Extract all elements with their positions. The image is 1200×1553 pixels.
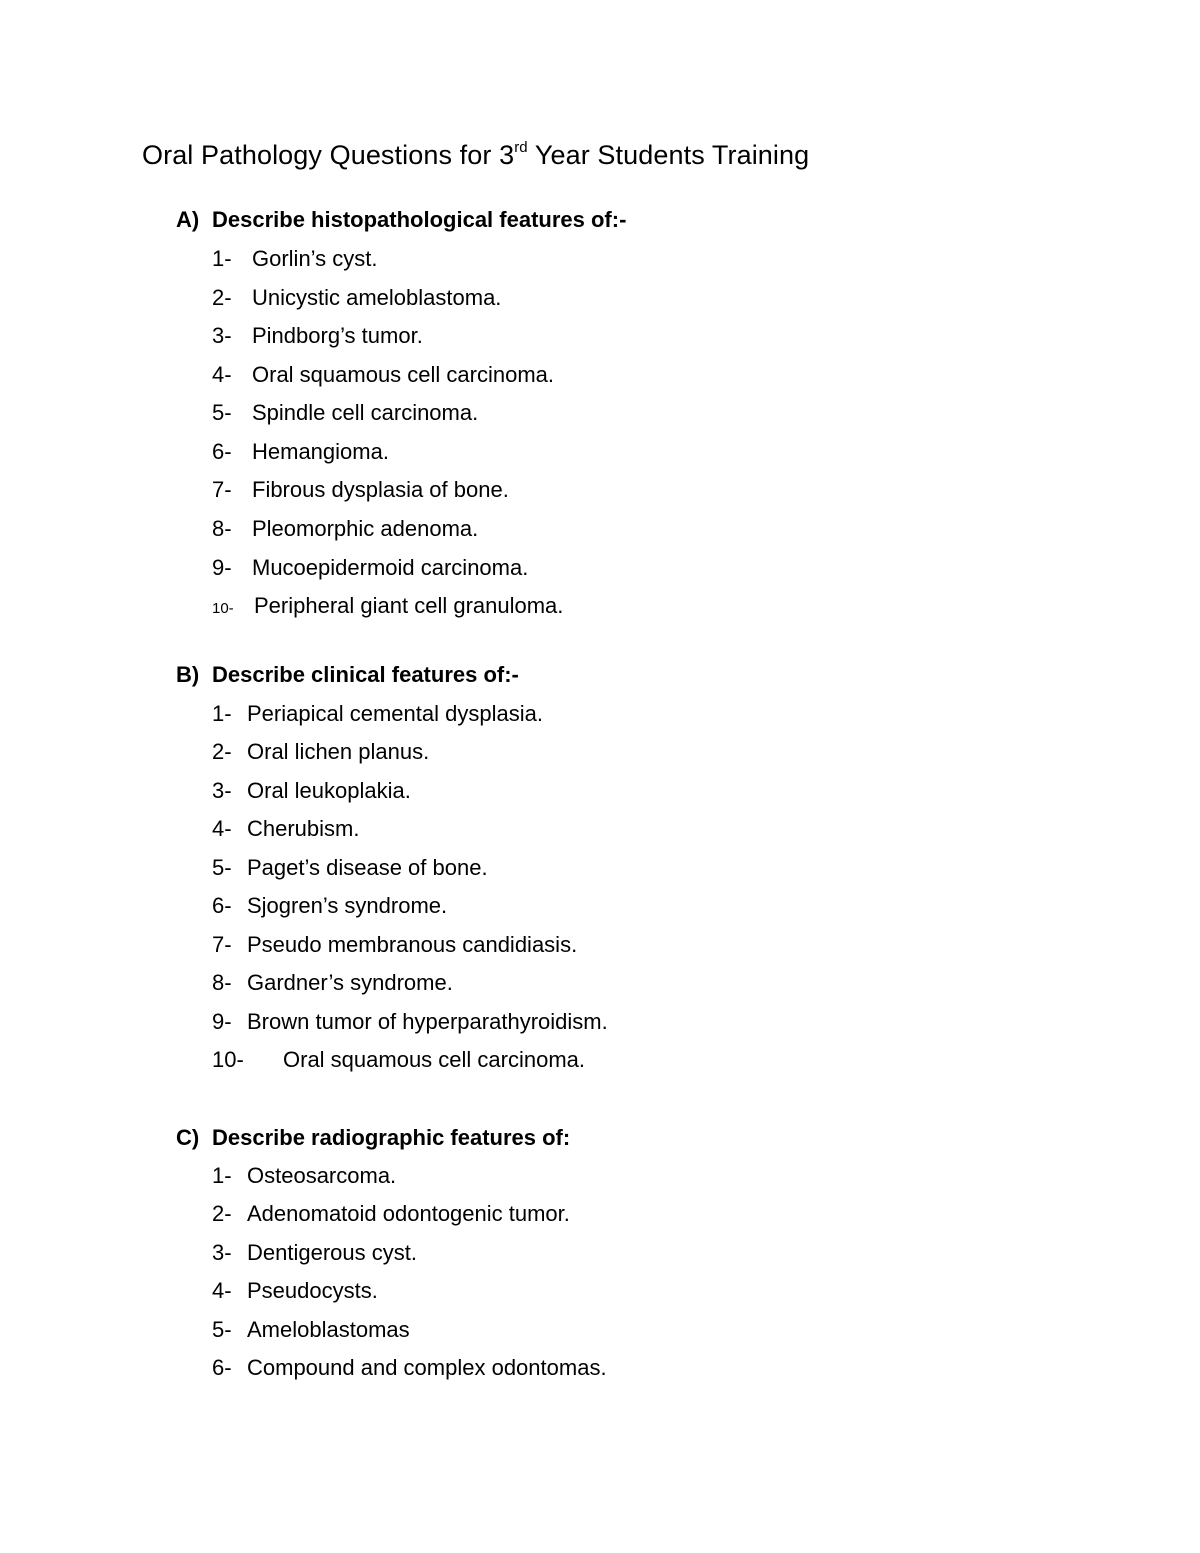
list-item — [212, 323, 423, 349]
item-text: Peripheral giant cell granuloma. — [254, 593, 564, 618]
item-text: Paget’s disease of bone. — [247, 855, 488, 880]
item-number: 9- — [212, 1009, 232, 1034]
list-item — [212, 285, 501, 311]
item-text: Gorlin’s cyst. — [252, 246, 378, 271]
list-item — [212, 1317, 410, 1343]
list-item — [212, 246, 378, 272]
section-letter: C) — [176, 1125, 200, 1150]
page-title — [142, 140, 809, 171]
item-number: 6- — [212, 439, 232, 464]
list-item — [212, 1278, 378, 1304]
item-text: Compound and complex odontomas. — [247, 1355, 607, 1380]
item-number: 6- — [212, 1355, 232, 1380]
list-item — [212, 932, 577, 958]
item-number: 4- — [212, 1278, 232, 1303]
list-item — [212, 1047, 585, 1073]
item-text: Mucoepidermoid carcinoma. — [252, 555, 529, 580]
section-letter: A) — [176, 207, 200, 232]
list-item — [212, 1355, 607, 1381]
item-text: Hemangioma. — [252, 439, 389, 464]
list-item — [212, 1240, 417, 1266]
item-text: Cherubism. — [247, 816, 360, 841]
list-item — [212, 362, 554, 388]
list-item — [212, 1009, 608, 1035]
list-item — [212, 893, 447, 919]
item-number: 1- — [212, 246, 232, 271]
list-item — [212, 516, 478, 542]
list-item — [212, 477, 509, 503]
item-text: Pseudocysts. — [247, 1278, 378, 1303]
item-number: 5- — [212, 400, 232, 425]
item-number: 7- — [212, 477, 232, 502]
section-heading-text: Describe histopathological features of:- — [212, 207, 627, 232]
list-item — [212, 1201, 570, 1227]
title-superscript: rd — [514, 139, 528, 156]
item-text: Fibrous dysplasia of bone. — [252, 477, 509, 502]
item-number: 8- — [212, 970, 232, 995]
list-item — [212, 855, 488, 881]
list-item — [212, 970, 453, 996]
item-text: Periapical cemental dysplasia. — [247, 701, 543, 726]
item-number: 2- — [212, 285, 232, 310]
item-number: 10- — [212, 600, 234, 617]
item-text: Osteosarcoma. — [247, 1163, 397, 1188]
section-heading-text: Describe radiographic features of: — [212, 1125, 571, 1150]
item-number: 3- — [212, 323, 232, 348]
list-item — [212, 778, 411, 804]
item-number: 8- — [212, 516, 232, 541]
item-text: Sjogren’s syndrome. — [247, 893, 448, 918]
item-number: 6- — [212, 893, 232, 918]
item-text: Oral leukoplakia. — [247, 778, 411, 803]
item-text: Ameloblastomas — [247, 1317, 410, 1342]
item-number: 1- — [212, 1163, 232, 1188]
section-a-heading — [176, 207, 626, 233]
list-item — [212, 701, 543, 727]
section-c-heading — [176, 1125, 570, 1151]
list-item — [212, 439, 389, 465]
item-number: 1- — [212, 701, 232, 726]
list-item — [212, 593, 563, 619]
item-number: 5- — [212, 855, 232, 880]
item-text: Oral squamous cell carcinoma. — [252, 362, 555, 387]
item-number: 9- — [212, 555, 232, 580]
list-item — [212, 400, 478, 426]
item-text: Gardner’s syndrome. — [247, 970, 453, 995]
item-number: 4- — [212, 816, 232, 841]
item-number: 2- — [212, 739, 232, 764]
item-number: 10- — [212, 1047, 244, 1072]
list-item — [212, 1163, 396, 1189]
item-number: 3- — [212, 778, 232, 803]
section-letter: B) — [176, 662, 200, 687]
item-number: 4- — [212, 362, 232, 387]
section-b-heading — [176, 662, 519, 688]
list-item — [212, 816, 359, 842]
item-text: Pseudo membranous candidiasis. — [247, 932, 578, 957]
list-item — [212, 739, 429, 765]
item-text: Spindle cell carcinoma. — [252, 400, 479, 425]
item-text: Pindborg’s tumor. — [252, 323, 423, 348]
item-number: 2- — [212, 1201, 232, 1226]
item-text: Pleomorphic adenoma. — [252, 516, 479, 541]
item-number: 3- — [212, 1240, 232, 1265]
title-tail: Year Students Training — [527, 140, 810, 170]
item-number: 5- — [212, 1317, 232, 1342]
title-main: Oral Pathology Questions for 3 — [142, 140, 515, 170]
item-text: Unicystic ameloblastoma. — [252, 285, 502, 310]
item-number: 7- — [212, 932, 232, 957]
item-text: Brown tumor of hyperparathyroidism. — [247, 1009, 608, 1034]
item-text: Oral lichen planus. — [247, 739, 430, 764]
list-item — [212, 555, 528, 581]
section-heading-text: Describe clinical features of:- — [212, 662, 519, 687]
item-text: Adenomatoid odontogenic tumor. — [247, 1201, 570, 1226]
item-text: Dentigerous cyst. — [247, 1240, 417, 1265]
item-text: Oral squamous cell carcinoma. — [283, 1047, 586, 1072]
